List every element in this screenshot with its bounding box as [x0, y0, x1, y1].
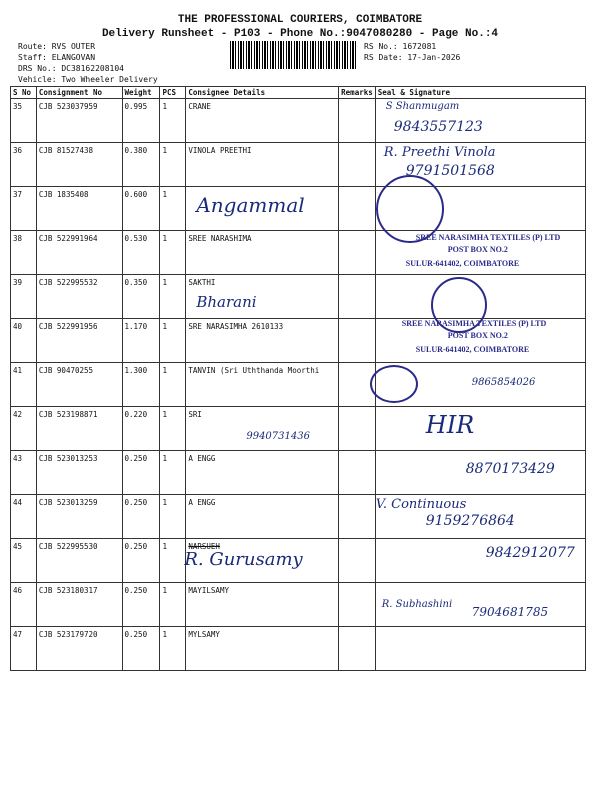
table-row [11, 627, 586, 671]
drs-label: DRS No.: DC38162208104 [18, 64, 124, 73]
remarks-cell [339, 187, 376, 231]
stamp-company: SREE NARASIMHA TEXTILES (P) LTD [401, 319, 547, 328]
consignee-cell: A ENGG [186, 451, 339, 495]
col-seal-signature: Seal & Signature [375, 87, 585, 99]
runsheet-table [10, 86, 586, 671]
remarks-cell [339, 275, 376, 319]
weight-cell: 0.600 [122, 187, 160, 231]
signature-cell [375, 407, 585, 451]
consignee-cell: SREE NARASHIMA [186, 231, 339, 275]
handwritten-phone: 7904681785 [471, 605, 549, 619]
consignee-cell: A ENGG [186, 495, 339, 539]
sno-cell: 36 [11, 143, 37, 187]
signature-cell [375, 319, 585, 363]
table-row [11, 495, 586, 539]
sno-cell: 44 [11, 495, 37, 539]
signature-cell [375, 495, 585, 539]
table-header-row [11, 87, 586, 99]
consignee-cell [186, 539, 339, 583]
consignment-cell: CJB 522995530 [36, 539, 122, 583]
handwritten-signature: R. Subhashini [381, 599, 453, 610]
handwritten-signature: R. Preethi Vinola [383, 145, 496, 160]
pcs-cell: 1 [160, 319, 186, 363]
table-row [11, 187, 586, 231]
signature-cell [375, 187, 585, 231]
consignment-cell: CJB 81527438 [36, 143, 122, 187]
stamp-postbox: POST BOX NO.2 [447, 331, 508, 340]
sno-cell: 45 [11, 539, 37, 583]
pcs-cell: 1 [160, 495, 186, 539]
handwritten-signature: HIR [425, 411, 475, 439]
consignee-cell: TANVIN (Sri Uththanda Moorthi [186, 363, 339, 407]
consignment-cell: CJB 522995532 [36, 275, 122, 319]
consignment-cell: CJB 523179720 [36, 627, 122, 671]
rs-number: RS No.: 1672081 [364, 42, 437, 51]
sno-cell: 38 [11, 231, 37, 275]
signature-cell [375, 451, 585, 495]
pcs-cell: 1 [160, 407, 186, 451]
remarks-cell [339, 495, 376, 539]
weight-cell: 0.995 [122, 99, 160, 143]
handwritten-name: Bharani [196, 293, 257, 311]
pcs-cell: 1 [160, 231, 186, 275]
runsheet-subtitle: Delivery Runsheet - P103 - Phone No.:9047080280 - Page No.:4 [101, 28, 499, 40]
sno-cell: 41 [11, 363, 37, 407]
remarks-cell [339, 99, 376, 143]
sno-cell: 40 [11, 319, 37, 363]
remarks-cell [339, 539, 376, 583]
table-row [11, 407, 586, 451]
pcs-cell: 1 [160, 451, 186, 495]
consignee-cell [186, 407, 339, 451]
remarks-cell [339, 627, 376, 671]
handwritten-phone: 9842912077 [485, 545, 575, 561]
weight-cell: 0.380 [122, 143, 160, 187]
consignee-name: NARSUEH [188, 542, 220, 551]
consignment-cell: CJB 522991964 [36, 231, 122, 275]
consignee-cell: VINOLA PREETHI [186, 143, 339, 187]
remarks-cell [339, 583, 376, 627]
stamp-postbox: POST BOX NO.2 [447, 245, 508, 254]
col-consignment: Consignment No [36, 87, 122, 99]
sno-cell: 46 [11, 583, 37, 627]
remarks-cell [339, 319, 376, 363]
pcs-cell: 1 [160, 187, 186, 231]
seal-stamp [370, 365, 418, 403]
consignment-cell: CJB 523198871 [36, 407, 122, 451]
handwritten-phone: 9791501568 [405, 163, 495, 179]
weight-cell: 0.350 [122, 275, 160, 319]
rs-date: RS Date: 17-Jan-2026 [364, 53, 461, 62]
vehicle-label: Vehicle: Two Wheeler Delivery [18, 75, 158, 84]
pcs-cell: 1 [160, 539, 186, 583]
sno-cell: 43 [11, 451, 37, 495]
handwritten-phone: 9940731436 [246, 431, 310, 442]
weight-cell: 1.300 [122, 363, 160, 407]
consignee-cell: CRANE [186, 99, 339, 143]
consignee-cell: SRE NARASIMHA 2610133 [186, 319, 339, 363]
handwritten-signature: V. Continuous [375, 497, 467, 512]
handwritten-signature: S Shanmugam [385, 101, 460, 112]
pcs-cell: 1 [160, 363, 186, 407]
staff-label: Staff: ELANGOVAN [18, 53, 96, 62]
consignment-cell: CJB 523013259 [36, 495, 122, 539]
col-pcs: PCS [160, 87, 186, 99]
page-title: THE PROFESSIONAL COURIERS, COIMBATORE [177, 14, 423, 26]
consignment-cell: CJB 90470255 [36, 363, 122, 407]
pcs-cell: 1 [160, 583, 186, 627]
signature-cell [375, 275, 585, 319]
pcs-cell: 1 [160, 99, 186, 143]
table-row [11, 583, 586, 627]
consignment-cell: CJB 523013253 [36, 451, 122, 495]
col-weight: Weight [122, 87, 160, 99]
table-row [11, 99, 586, 143]
weight-cell: 0.220 [122, 407, 160, 451]
table-row [11, 451, 586, 495]
signature-cell [375, 99, 585, 143]
handwritten-phone: 9159276864 [425, 513, 515, 529]
table-row [11, 319, 586, 363]
signature-cell [375, 583, 585, 627]
col-remarks: Remarks [339, 87, 376, 99]
weight-cell: 0.250 [122, 539, 160, 583]
pcs-cell: 1 [160, 627, 186, 671]
sno-cell: 35 [11, 99, 37, 143]
weight-cell: 1.170 [122, 319, 160, 363]
weight-cell: 0.250 [122, 451, 160, 495]
consignee-cell: MAYILSAMY [186, 583, 339, 627]
table-row [11, 363, 586, 407]
sno-cell: 47 [11, 627, 37, 671]
consignee-cell: MYLSAMY [186, 627, 339, 671]
handwritten-name: R. Gurusamy [184, 549, 303, 570]
barcode [230, 41, 358, 69]
handwritten-phone: 9843557123 [393, 119, 483, 135]
pcs-cell: 1 [160, 143, 186, 187]
handwritten-phone: 9865854026 [471, 377, 536, 388]
table-row [11, 539, 586, 583]
table-row [11, 143, 586, 187]
weight-cell: 0.530 [122, 231, 160, 275]
signature-cell [375, 231, 585, 275]
pcs-cell: 1 [160, 275, 186, 319]
signature-cell [375, 627, 585, 671]
signature-cell [375, 363, 585, 407]
table-row [11, 231, 586, 275]
consignee-name: SAKTHI [188, 278, 216, 287]
consignee-cell [186, 187, 339, 231]
stamp-address: SULUR-641402, COIMBATORE [415, 345, 530, 354]
handwritten-name: Angammal [196, 193, 305, 217]
remarks-cell [339, 451, 376, 495]
route-label: Route: RVS OUTER [18, 42, 96, 51]
remarks-cell [339, 231, 376, 275]
sno-cell: 37 [11, 187, 37, 231]
sno-cell: 42 [11, 407, 37, 451]
stamp-address: SULUR-641402, COIMBATORE [405, 259, 520, 268]
remarks-cell [339, 407, 376, 451]
signature-cell [375, 539, 585, 583]
handwritten-phone: 8870173429 [465, 461, 555, 477]
remarks-cell [339, 143, 376, 187]
weight-cell: 0.250 [122, 627, 160, 671]
sno-cell: 39 [11, 275, 37, 319]
consignment-cell: CJB 522991956 [36, 319, 122, 363]
consignment-cell: CJB 1835408 [36, 187, 122, 231]
consignee-cell [186, 275, 339, 319]
consignment-cell: CJB 523180317 [36, 583, 122, 627]
col-consignee: Consignee Details [186, 87, 339, 99]
table-row [11, 275, 586, 319]
stamp-company: SREE NARASIMHA TEXTILES (P) LTD [415, 233, 561, 242]
weight-cell: 0.250 [122, 583, 160, 627]
consignment-cell: CJB 523037959 [36, 99, 122, 143]
col-sno: S No [11, 87, 37, 99]
weight-cell: 0.250 [122, 495, 160, 539]
consignee-name: SRI [188, 410, 202, 419]
